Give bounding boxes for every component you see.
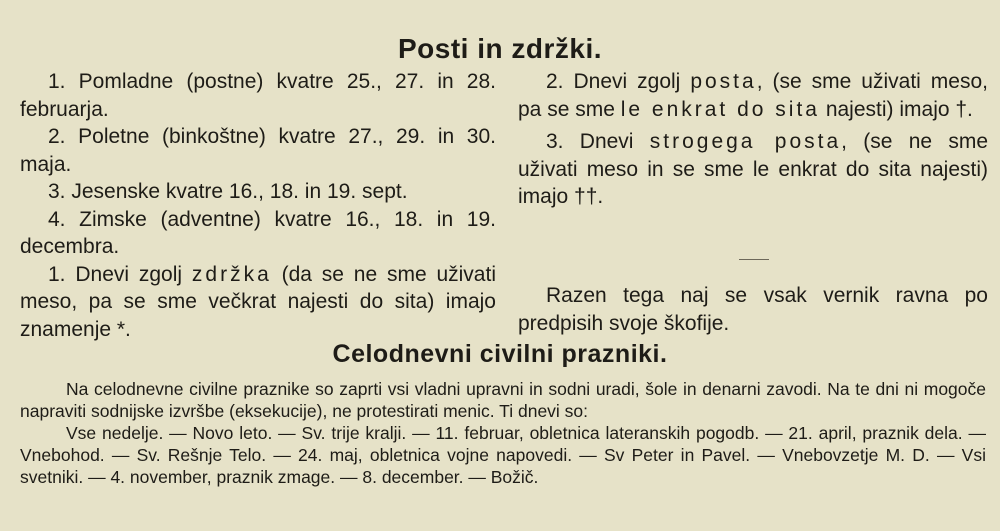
fast-days-rest: najesti) imajo †. (819, 97, 973, 121)
winter-ember-days: 4. Zimske (adventne) kvatre 16., 18. in 19. decembra. (20, 207, 496, 258)
abstinence-days-rest: (da se ne sme uživati meso, pa se sme večkrat najesti do sita) imajo znamenje *. (20, 262, 496, 341)
civil-holidays-title: Celodnevni civilni prazniki. (332, 340, 668, 368)
abstinence-term: zdržka (191, 262, 272, 286)
fasts-left-column (20, 68, 496, 343)
fasts-title: Posti in zdržki. (397, 33, 603, 64)
autumn-ember-days: 3. Jesenske kvatre 16., 18. in 19. sept. (48, 180, 408, 203)
strict-fast-lead: 3. Dnevi (546, 130, 650, 153)
civil-holidays-list: Vse nedelje. — Novo leto. — Sv. trije kralji. — 11. februar, obletnica lateranskih pogodb. — 21. april, praznik dela. — Vnebohod. — Sv. Rešnje Telo. — 24. maj, obletnica vojne napovedi. — Sv Peter in Pavel. — Vnebovzetje M. D. — Vsi svetniki. — 4. november, praznik zmage. — 8. december. — Božič. (20, 423, 986, 487)
strict-fast-term: strogega posta (649, 130, 842, 153)
strict-fast-rest: , (se ne sme uživati meso in se sme le enkrat do sita najesti) imajo ††. (518, 130, 989, 208)
column-divider (739, 259, 769, 260)
fasts-right-column (518, 68, 988, 211)
diocese-note-block (518, 282, 988, 337)
fast-days-lead: 2. Dnevi zgolj (546, 70, 691, 93)
fast-days-note (518, 68, 988, 123)
strict-fast-days-note (518, 128, 988, 211)
abstinence-days-note (20, 261, 496, 344)
fast-emphasis: le enkrat do sita (620, 97, 820, 121)
fast-term: posta (690, 70, 757, 93)
fast-days-mid: , (se sme uživati meso, pa se sme (518, 70, 988, 121)
summer-ember-days: 2. Poletne (binkoštne) kvatre 27., 29. in 30. maja. (20, 125, 496, 176)
civil-holidays-body (20, 378, 986, 488)
civil-holidays-intro: Na celodnevne civilne praznike so zaprti vsi vladni upravni in sodni uradi, šole in denarni zavodi. Na te dni ni mogoče napraviti sodnijske izvršbe (eksekucije), ne protestirati menic. Ti dnevi so: (20, 379, 986, 421)
abstinence-days-lead: 1. Dnevi zgolj (48, 262, 192, 286)
diocese-note: Razen tega naj se vsak vernik ravna po predpisih svoje škofije. (518, 284, 988, 335)
spring-ember-days: 1. Pomladne (postne) kvatre 25., 27. in 28. februarja. (20, 70, 496, 121)
